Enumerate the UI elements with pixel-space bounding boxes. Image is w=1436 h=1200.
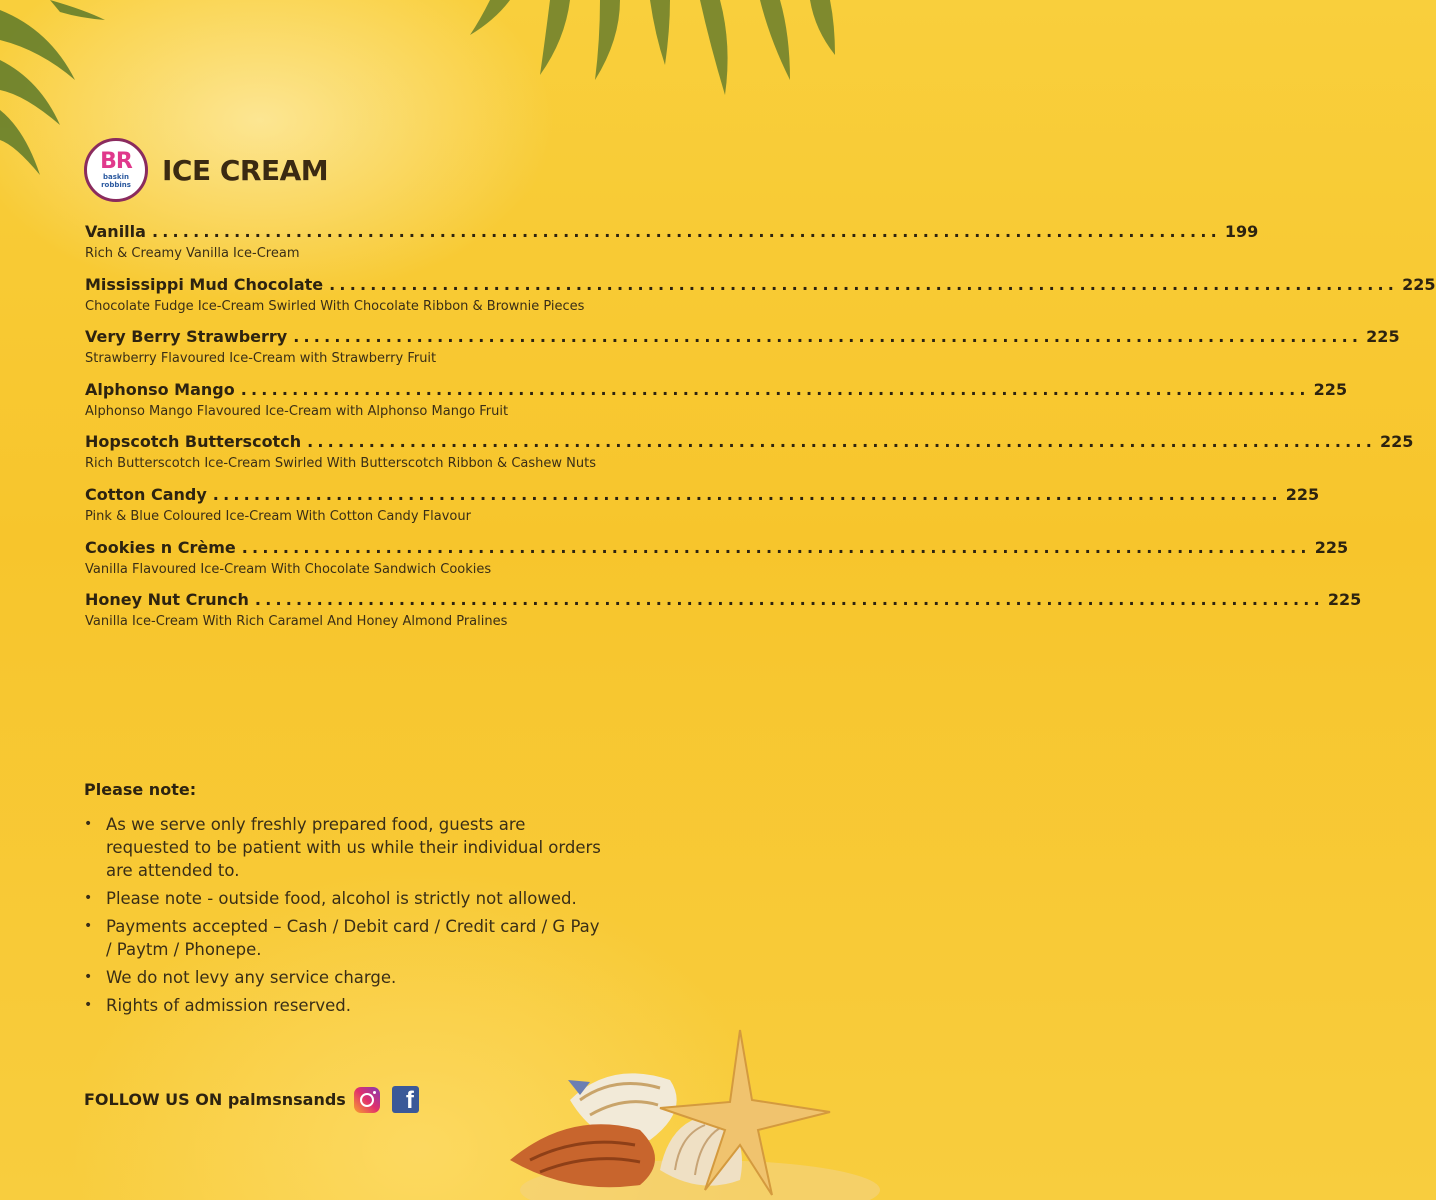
section-header — [84, 138, 328, 202]
item-description: Pink & Blue Coloured Ice-Cream With Cotton Candy Flavour — [85, 508, 471, 524]
leader-dots: ........................................................................................................ — [293, 327, 1363, 347]
item-name: Vanilla — [85, 222, 146, 241]
item-name: Alphonso Mango — [85, 379, 235, 399]
item-price: 225 — [1327, 590, 1362, 610]
note-item: • We do not levy any service charge. — [84, 968, 397, 987]
item-price: 225 — [1285, 484, 1320, 504]
item-name: Very Berry Strawberry — [85, 327, 288, 347]
item-price: 225 — [1380, 432, 1414, 452]
note-text: Rights of admission reserved. — [106, 996, 351, 1015]
item-price: 225 — [1313, 379, 1348, 399]
leader-dots: ........................................................................................................ — [151, 222, 1221, 241]
item-name: Cookies n Crème — [85, 537, 236, 557]
note-text: Please note - outside food, alcohol is strictly not allowed. — [106, 889, 577, 908]
notes-title: Please note: — [84, 780, 197, 799]
leader-dots: ........................................................................................................ — [254, 590, 1324, 610]
item-description: Rich Butterscotch Ice-Cream Swirled With Butterscotch Ribbon & Cashew Nuts — [85, 456, 596, 472]
leader-dots: ........................................................................................................ — [212, 484, 1282, 504]
palm-leaf-right-decoration — [470, 0, 849, 110]
item-price: 225 — [1314, 537, 1349, 557]
logo-monogram: BR — [100, 149, 132, 174]
leader-dots: ........................................................................................................ — [307, 432, 1377, 452]
menu-list — [85, 222, 1436, 643]
note-item: • Payments accepted – Cash / Debit card / Credit card / G Pay / Paytm / Phonepe. — [84, 917, 600, 959]
item-name: Hopscotch Butterscotch — [85, 432, 302, 452]
follow-label: FOLLOW US ON palmsnsands — [84, 1090, 346, 1109]
menu-item — [85, 537, 1349, 591]
item-description: Vanilla Flavoured Ice-Cream With Chocolate Sandwich Cookies — [85, 561, 492, 577]
menu-item — [85, 274, 1436, 328]
item-name: Mississippi Mud Chocolate — [85, 274, 324, 294]
item-description: Vanilla Ice-Cream With Rich Caramel And Honey Almond Pralines — [85, 614, 508, 630]
note-item: • Rights of admission reserved. — [84, 996, 351, 1015]
item-price: 225 — [1366, 327, 1400, 347]
note-text: As we serve only freshly prepared food, guests are requested to be patient with us while their individual orders are attended to. — [106, 815, 601, 880]
logo-wordmark: baskin robbins — [101, 173, 131, 189]
item-name: Cotton Candy — [85, 484, 207, 504]
item-price: 199 — [1224, 222, 1259, 241]
item-name: Honey Nut Crunch — [85, 590, 249, 610]
notes-section — [84, 780, 604, 1022]
item-description: Alphonso Mango Flavoured Ice-Cream with Alphonso Mango Fruit — [85, 403, 509, 419]
note-text: Payments accepted – Cash / Debit card / Credit card / G Pay / Paytm / Phonepe. — [106, 917, 600, 959]
menu-item — [85, 327, 1400, 380]
section-title: ICE CREAM — [162, 153, 329, 187]
notes-list — [84, 813, 604, 1017]
item-description: Strawberry Flavoured Ice-Cream with Strawberry Fruit — [85, 351, 437, 367]
menu-item — [85, 590, 1362, 643]
note-item: • Please note - outside food, alcohol is strictly not allowed. — [84, 889, 577, 908]
leader-dots: ........................................................................................................ — [329, 274, 1399, 294]
note-text: We do not levy any service charge. — [106, 968, 397, 987]
menu-item — [85, 222, 1259, 275]
instagram-icon[interactable] — [354, 1087, 380, 1113]
menu-item — [85, 484, 1320, 538]
social-follow — [84, 1086, 419, 1113]
leader-dots: ........................................................................................................ — [240, 379, 1310, 399]
menu-item — [85, 379, 1348, 433]
seashells-decoration — [500, 1020, 849, 1200]
menu-item — [85, 432, 1414, 485]
facebook-icon[interactable]: f — [392, 1086, 419, 1113]
baskin-robbins-logo — [84, 138, 148, 202]
item-description: Chocolate Fudge Ice-Cream Swirled With Chocolate Ribbon & Brownie Pieces — [85, 298, 585, 314]
leader-dots: ........................................................................................................ — [241, 537, 1311, 557]
item-price: 225 — [1402, 274, 1436, 294]
item-description: Rich & Creamy Vanilla Ice-Cream — [85, 246, 300, 261]
note-item: • As we serve only freshly prepared food, guests are requested to be patient with us while their individual orders are attended to. — [84, 815, 601, 880]
